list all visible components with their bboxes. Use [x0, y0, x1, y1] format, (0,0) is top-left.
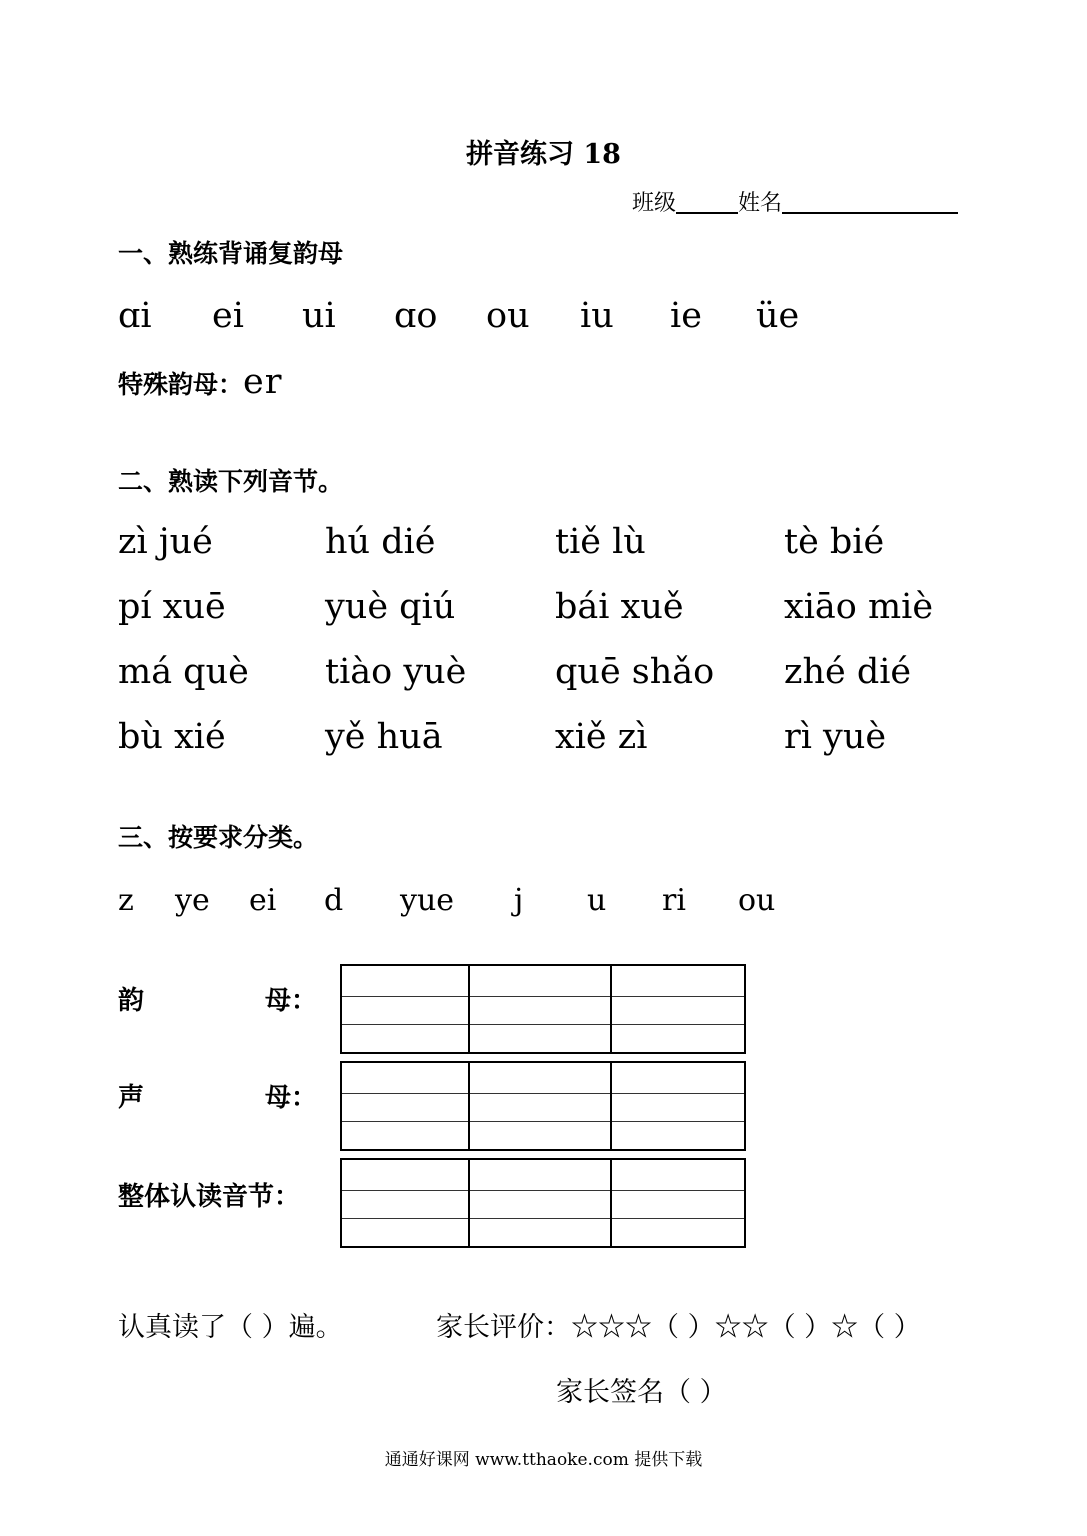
final-item: ie [670, 296, 702, 336]
finals-answer-grid[interactable] [340, 964, 746, 1054]
final-item: ɑi [118, 296, 152, 336]
grid-line [342, 1190, 744, 1191]
grid-line [342, 1024, 744, 1025]
special-final-value: er [243, 362, 283, 402]
syllable-word: rì yuè [784, 717, 887, 757]
classify-item: ye [175, 883, 210, 918]
classify-item: d [324, 883, 344, 918]
final-item: iu [580, 296, 614, 336]
syllable-word: zì jué [118, 522, 213, 562]
final-item: ei [212, 296, 244, 336]
section2-heading: 二、熟读下列音节。 [118, 467, 344, 496]
read-count: 认真读了（ ）遍。 [118, 1312, 343, 1343]
grid-divider [610, 964, 612, 1054]
final-item: ui [302, 296, 336, 336]
grid-line [342, 1121, 744, 1122]
syllable-word: tè bié [784, 522, 885, 562]
classify-item: z [118, 883, 134, 918]
syllable-word: yě huā [325, 717, 443, 757]
syllable-word: quē shǎo [555, 652, 715, 692]
page-title: 拼音练习 18 [466, 139, 621, 170]
classify-item: ou [738, 883, 776, 918]
syllable-word: zhé dié [784, 652, 912, 692]
grid-divider [610, 1061, 612, 1151]
special-final-label: 特殊韵母： [118, 370, 244, 399]
grid-line [342, 1093, 744, 1094]
grid-divider [468, 1158, 470, 1248]
syllable-word: yuè qiú [325, 587, 456, 627]
final-item: üe [756, 296, 800, 336]
parent-signature: 家长签名（ ） [556, 1377, 727, 1408]
section1-heading: 一、熟练背诵复韵母 [118, 239, 344, 268]
initials-answer-grid[interactable] [340, 1061, 746, 1151]
class-label: 班级 [632, 191, 677, 216]
name-blank[interactable] [782, 212, 958, 214]
classify-item: j [514, 883, 524, 918]
syllable-word: hú dié [325, 522, 436, 562]
grid-line [342, 1218, 744, 1219]
classify-item: yue [400, 883, 455, 918]
group-label-finals-b: 母： [265, 986, 318, 1016]
group-label-initials-a: 声 [118, 1083, 145, 1113]
group-label-whole-syllables: 整体认读音节： [118, 1182, 301, 1212]
group-label-finals-a: 韵 [118, 986, 145, 1016]
syllable-word: xiāo miè [784, 587, 934, 627]
classify-item: u [587, 883, 607, 918]
classify-item: ei [249, 883, 277, 918]
group-label-initials-b: 母： [265, 1083, 318, 1113]
syllable-word: má què [118, 652, 249, 692]
grid-divider [468, 964, 470, 1054]
syllable-word: pí xuē [118, 587, 226, 627]
footer-credit: 通通好课网 www.tthaoke.com 提供下载 [384, 1450, 703, 1470]
section3-heading: 三、按要求分类。 [118, 823, 319, 852]
syllable-word: tiě lù [555, 522, 646, 562]
final-item: ou [486, 296, 530, 336]
whole-syllables-answer-grid[interactable] [340, 1158, 746, 1248]
final-item: ɑo [394, 296, 438, 336]
grid-divider [610, 1158, 612, 1248]
grid-divider [468, 1061, 470, 1151]
syllable-word: xiě zì [555, 717, 648, 757]
grid-line [342, 996, 744, 997]
name-label: 姓名 [738, 191, 783, 216]
classify-item: ri [662, 883, 686, 918]
student-info [632, 186, 958, 217]
parent-evaluation: 家长评价：☆☆☆（ ）☆☆（ ）☆（ ） [436, 1312, 921, 1343]
special-final [118, 362, 282, 402]
class-blank[interactable] [676, 212, 738, 214]
syllable-word: tiào yuè [325, 652, 467, 692]
syllable-word: bái xuě [555, 587, 684, 627]
syllable-word: bù xié [118, 717, 226, 757]
